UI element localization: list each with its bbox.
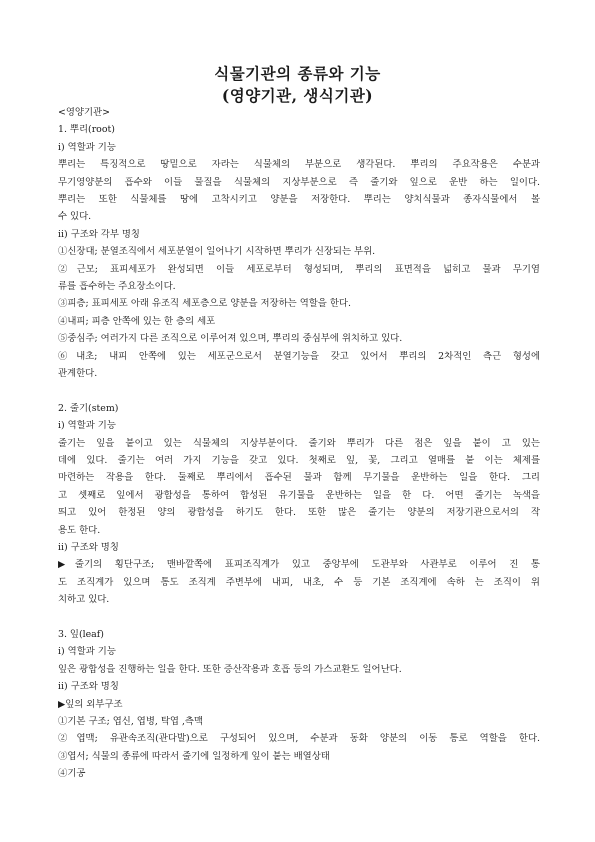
text-line: ④기공 — [58, 768, 86, 780]
text-line: ⅱ) 구조와 명칭 — [58, 542, 119, 553]
text-line: ④내피; 피층 안쪽에 있는 한 층의 세포 — [58, 315, 216, 327]
text-line: ①신장대; 분열조직에서 세포분열이 일어나기 시작하면 뿌리가 신장되는 부위. — [58, 246, 376, 258]
text-line: 치하고 있다. — [58, 594, 110, 606]
text-line: ⑤중심주; 여러가지 다른 조직으로 이루어져 있으며, 뿌리의 중심부에 위치하고 있다. — [58, 333, 403, 345]
text-line: 잎은 광합성을 진행하는 일을 한다. 또한 증산작용과 호흡 등의 가스교환도 일어난다. — [58, 663, 402, 675]
text-line: 고 셋째로 잎에서 광합성을 통하여 합성된 유기물을 운반하는 일을 한 다. 어떤 줄기는 녹색을 — [58, 489, 540, 501]
document-subtitle: (영양기관, 생식기관) — [221, 86, 374, 105]
text-line: ⅰ) 역할과 기능 — [58, 141, 116, 153]
text-line: ⑥내초; 내피 안쪽에 있는 세포군으로서 분열기능을 갖고 있어서 뿌리의 2차적인 측근 형성에 — [58, 350, 540, 362]
text-line: ①기본 구조; 엽신, 엽병, 탁엽 ,측맥 — [58, 716, 204, 727]
text-line: ③피층; 표피세포 아래 유조직 세포층으로 양분을 저장하는 역할을 한다. — [58, 298, 351, 310]
text-line: ▶잎의 외부구조 — [58, 698, 123, 710]
text-line: ②근모; 표피세포가 완성되면 이들 세포로부터 형성되며, 뿌리의 표면적을 넓히고 물과 무기염 — [58, 263, 540, 275]
text-line: ②엽맥; 유관속조직(관다발)으로 구성되어 있으며, 수분과 동화 양분의 이동 통로 역할을 한다. — [58, 733, 540, 745]
text-line: 3. 잎(leaf) — [58, 629, 104, 640]
text-line: ⅱ) 구조와 각부 명칭 — [58, 228, 140, 240]
text-line: ⅱ) 구조와 명칭 — [58, 681, 119, 693]
text-line: ▶줄기의 횡단구조; 맨바깥쪽에 표피조직계가 있고 중앙부에 도관부와 사관부로 이루어 진 통 — [58, 559, 540, 571]
text-line: ⅰ) 역할과 기능 — [58, 420, 116, 432]
text-line: 데에 있다. 줄기는 여러 가지 기능을 갖고 있다. 첫째로 잎, 꽃, 그리고 열매를 붙 이는 체제를 — [58, 455, 540, 466]
text-line: 용도 한다. — [58, 524, 101, 536]
text-line: <영양기관> — [58, 107, 110, 118]
text-line: 마련하는 작용을 한다. 둘째로 뿌리에서 흡수된 물과 함께 무기물을 운반하는 일을 한다. 그리 — [58, 472, 540, 484]
text-line: 수 있다. — [58, 211, 92, 223]
text-line: 도 조직계가 있으며 통도 조직계 주변부에 내피, 내초, 수 등 기본 조직계에 속하 는 조직이 위 — [58, 576, 540, 588]
text-line: 띄고 있어 한정된 양의 광합성을 하기도 한다. 또한 많은 줄기는 양분의 저장기관으로서의 작 — [58, 507, 540, 519]
text-line: ⅰ) 역할과 기능 — [58, 646, 116, 658]
text-line: 1. 뿌리(root) — [58, 124, 115, 136]
text-line: 류를 흡수하는 주요장소이다. — [58, 281, 176, 292]
text-line: 2. 줄기(stem) — [58, 402, 119, 414]
text-line: 뿌리는 특징적으로 땅밑으로 자라는 식물체의 부분으로 생각된다. 뿌리의 주요작용은 수분과 — [58, 159, 540, 171]
document-title: 식물기관의 종류와 기능 — [214, 64, 381, 83]
text-line: 뿌리는 또한 식물체를 땅에 고착시키고 양분을 저장한다. 뿌리는 양치식물과 종자식물에서 볼 — [58, 194, 540, 205]
text-line: ③엽서; 식물의 종류에 따라서 줄기에 일정하게 잎이 붙는 배열상태 — [58, 750, 330, 762]
text-line: 줄기는 잎을 붙이고 있는 식물체의 지상부분이다. 줄기와 뿌리가 다른 점은 잎을 붙이 고 있는 — [58, 437, 540, 449]
text-line: 관계한다. — [58, 368, 98, 379]
text-line: 무기영양분의 흡수와 이들 물질을 식물체의 지상부분으로 즉 줄기와 잎으로 운반 하는 일이다. — [58, 176, 540, 188]
